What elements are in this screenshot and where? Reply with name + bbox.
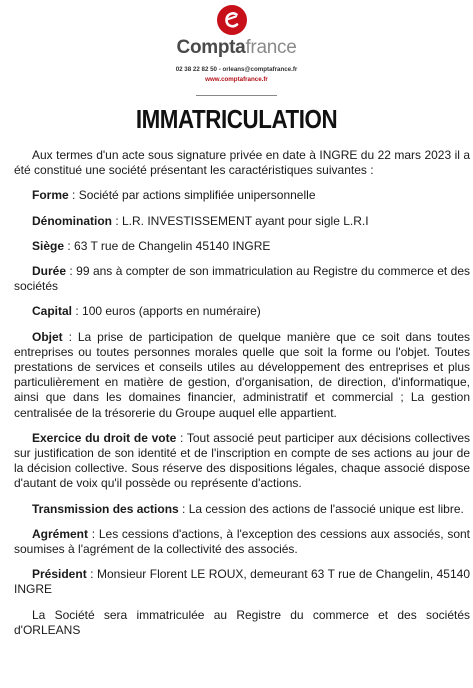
capital-text: : 100 euros (apports en numéraire) (72, 304, 261, 319)
brand-part-france: france (245, 37, 297, 58)
transmission-paragraph (14, 502, 470, 517)
contact-line: 02 38 22 82 50 - orleans@comptafrance.fr (175, 66, 298, 73)
denomination-paragraph (14, 214, 470, 229)
notice-body (14, 148, 470, 648)
agrement-label: Agrément (32, 526, 89, 541)
denomination-text: : L.R. INVESTISSEMENT ayant pour sigle L.R.I (112, 213, 369, 228)
denomination-label: Dénomination (32, 213, 112, 228)
vote-text: : Tout associé peut participer aux décisions collectives sur justification de son identité et de l'inscription en compte de ses actions au jour de la décision collective. Sous réserve des dispositions légales, chaque associé dispose d'autant de voix qu'il possède ou représente d'actions. (14, 430, 470, 491)
duree-label: Durée (32, 264, 67, 279)
vote-label: Exercice du droit de vote (32, 430, 177, 445)
header-divider (196, 95, 277, 96)
forme-label: Forme (32, 188, 69, 203)
capital-paragraph (14, 304, 470, 319)
president-text: : Monsieur Florent LE ROUX, demeurant 63 T rue de Changelin, 45140 INGRE (14, 567, 470, 597)
objet-text: : La prise de participation de quelque manière que ce soit dans toutes entreprises ou toutes personnes morales quelle que soit la forme ou l'objet. Toutes prestations de services et conseils utiles au développement des entreprises et plus particulièrement en matière de gestion, d'organisation, de direction, d'informatique, ainsi que dans les domaines financier, administratif et commercial ; La gestion centralisée de la trésorerie du Groupe auquel elle appartient. (14, 329, 470, 420)
letterhead (0, 0, 473, 104)
page-title: IMMATRICULATION (135, 104, 338, 134)
brand-name (0, 38, 473, 58)
president-label: Président (32, 567, 87, 582)
siege-text: : 63 T rue de Changelin 45140 INGRE (64, 238, 271, 253)
website-link[interactable]: www.comptafrance.fr (205, 76, 268, 83)
objet-paragraph (14, 330, 470, 421)
objet-label: Objet (32, 329, 63, 344)
closing-paragraph: La Société sera immatriculée au Registre du commerce et des sociétés d'ORLEANS (14, 607, 470, 637)
comptafrance-logo-icon (216, 4, 248, 36)
forme-paragraph (14, 188, 470, 203)
vote-paragraph (14, 431, 470, 492)
forme-text: : Société par actions simplifiée unipersonnelle (68, 188, 316, 203)
transmission-text: : La cession des actions de l'associé unique est libre. (178, 501, 464, 516)
president-paragraph (14, 567, 470, 597)
intro-paragraph: Aux termes d'un acte sous signature privée en date à INGRE du 22 mars 2023 il a été constitué une société présentant les caractéristiques suivantes : (14, 148, 470, 178)
duree-text: : 99 ans à compter de son immatriculation au Registre du commerce et des sociétés (14, 264, 470, 294)
transmission-label: Transmission des actions (32, 501, 179, 516)
capital-label: Capital (32, 304, 73, 319)
duree-paragraph (14, 264, 470, 294)
agrement-text: : Les cessions d'actions, à l'exception des cessions aux associés, sont soumises à l'agrément de la collectivité des associés. (14, 526, 470, 557)
siege-label: Siège (32, 238, 65, 253)
agrement-paragraph (14, 527, 470, 557)
siege-paragraph (14, 239, 470, 254)
brand-part-compta: Compta (176, 37, 246, 58)
